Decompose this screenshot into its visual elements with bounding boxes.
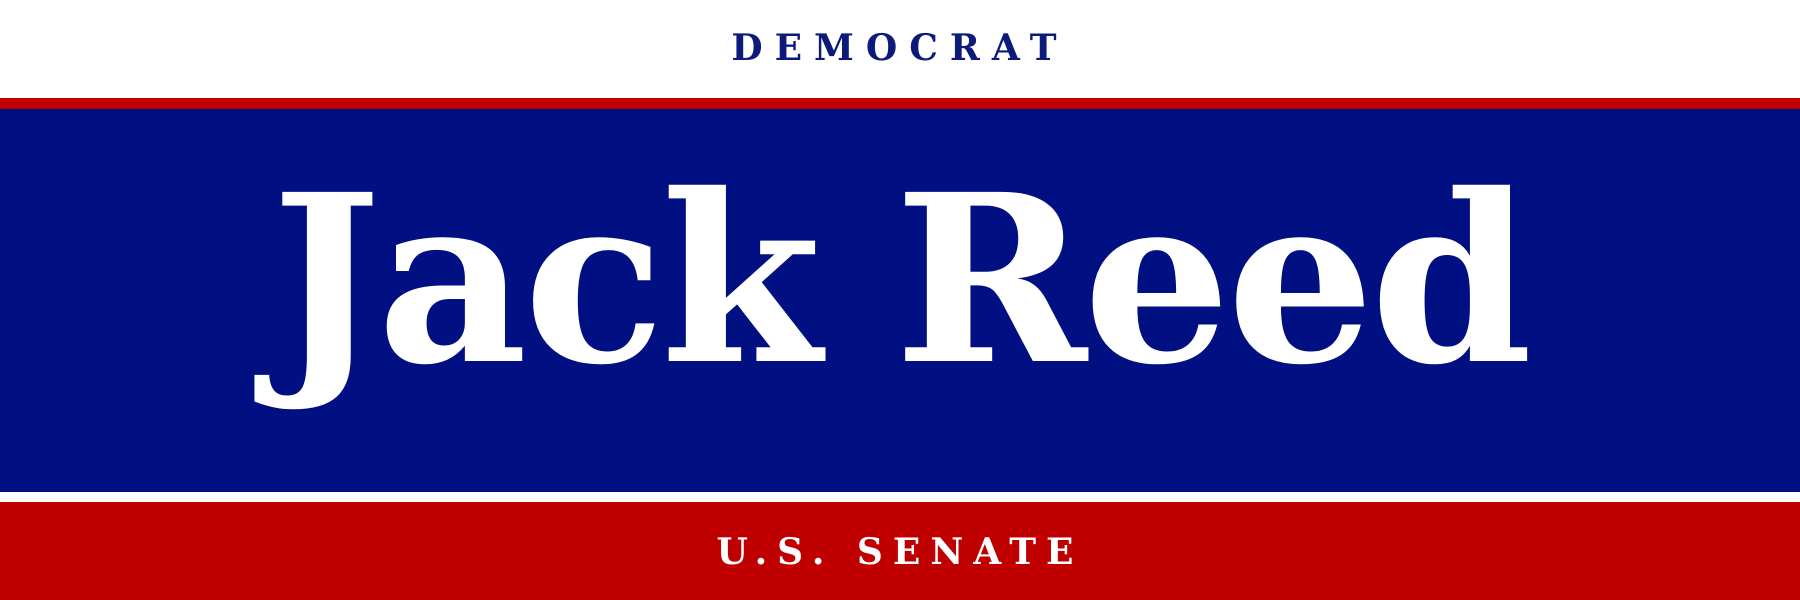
- white-divider-stripe: [0, 492, 1800, 502]
- candidate-name: Jack Reed: [271, 143, 1529, 416]
- office-label: U.S. SENATE: [716, 531, 1084, 573]
- party-label: DEMOCRAT: [731, 27, 1069, 69]
- red-divider-stripe: [0, 98, 1800, 109]
